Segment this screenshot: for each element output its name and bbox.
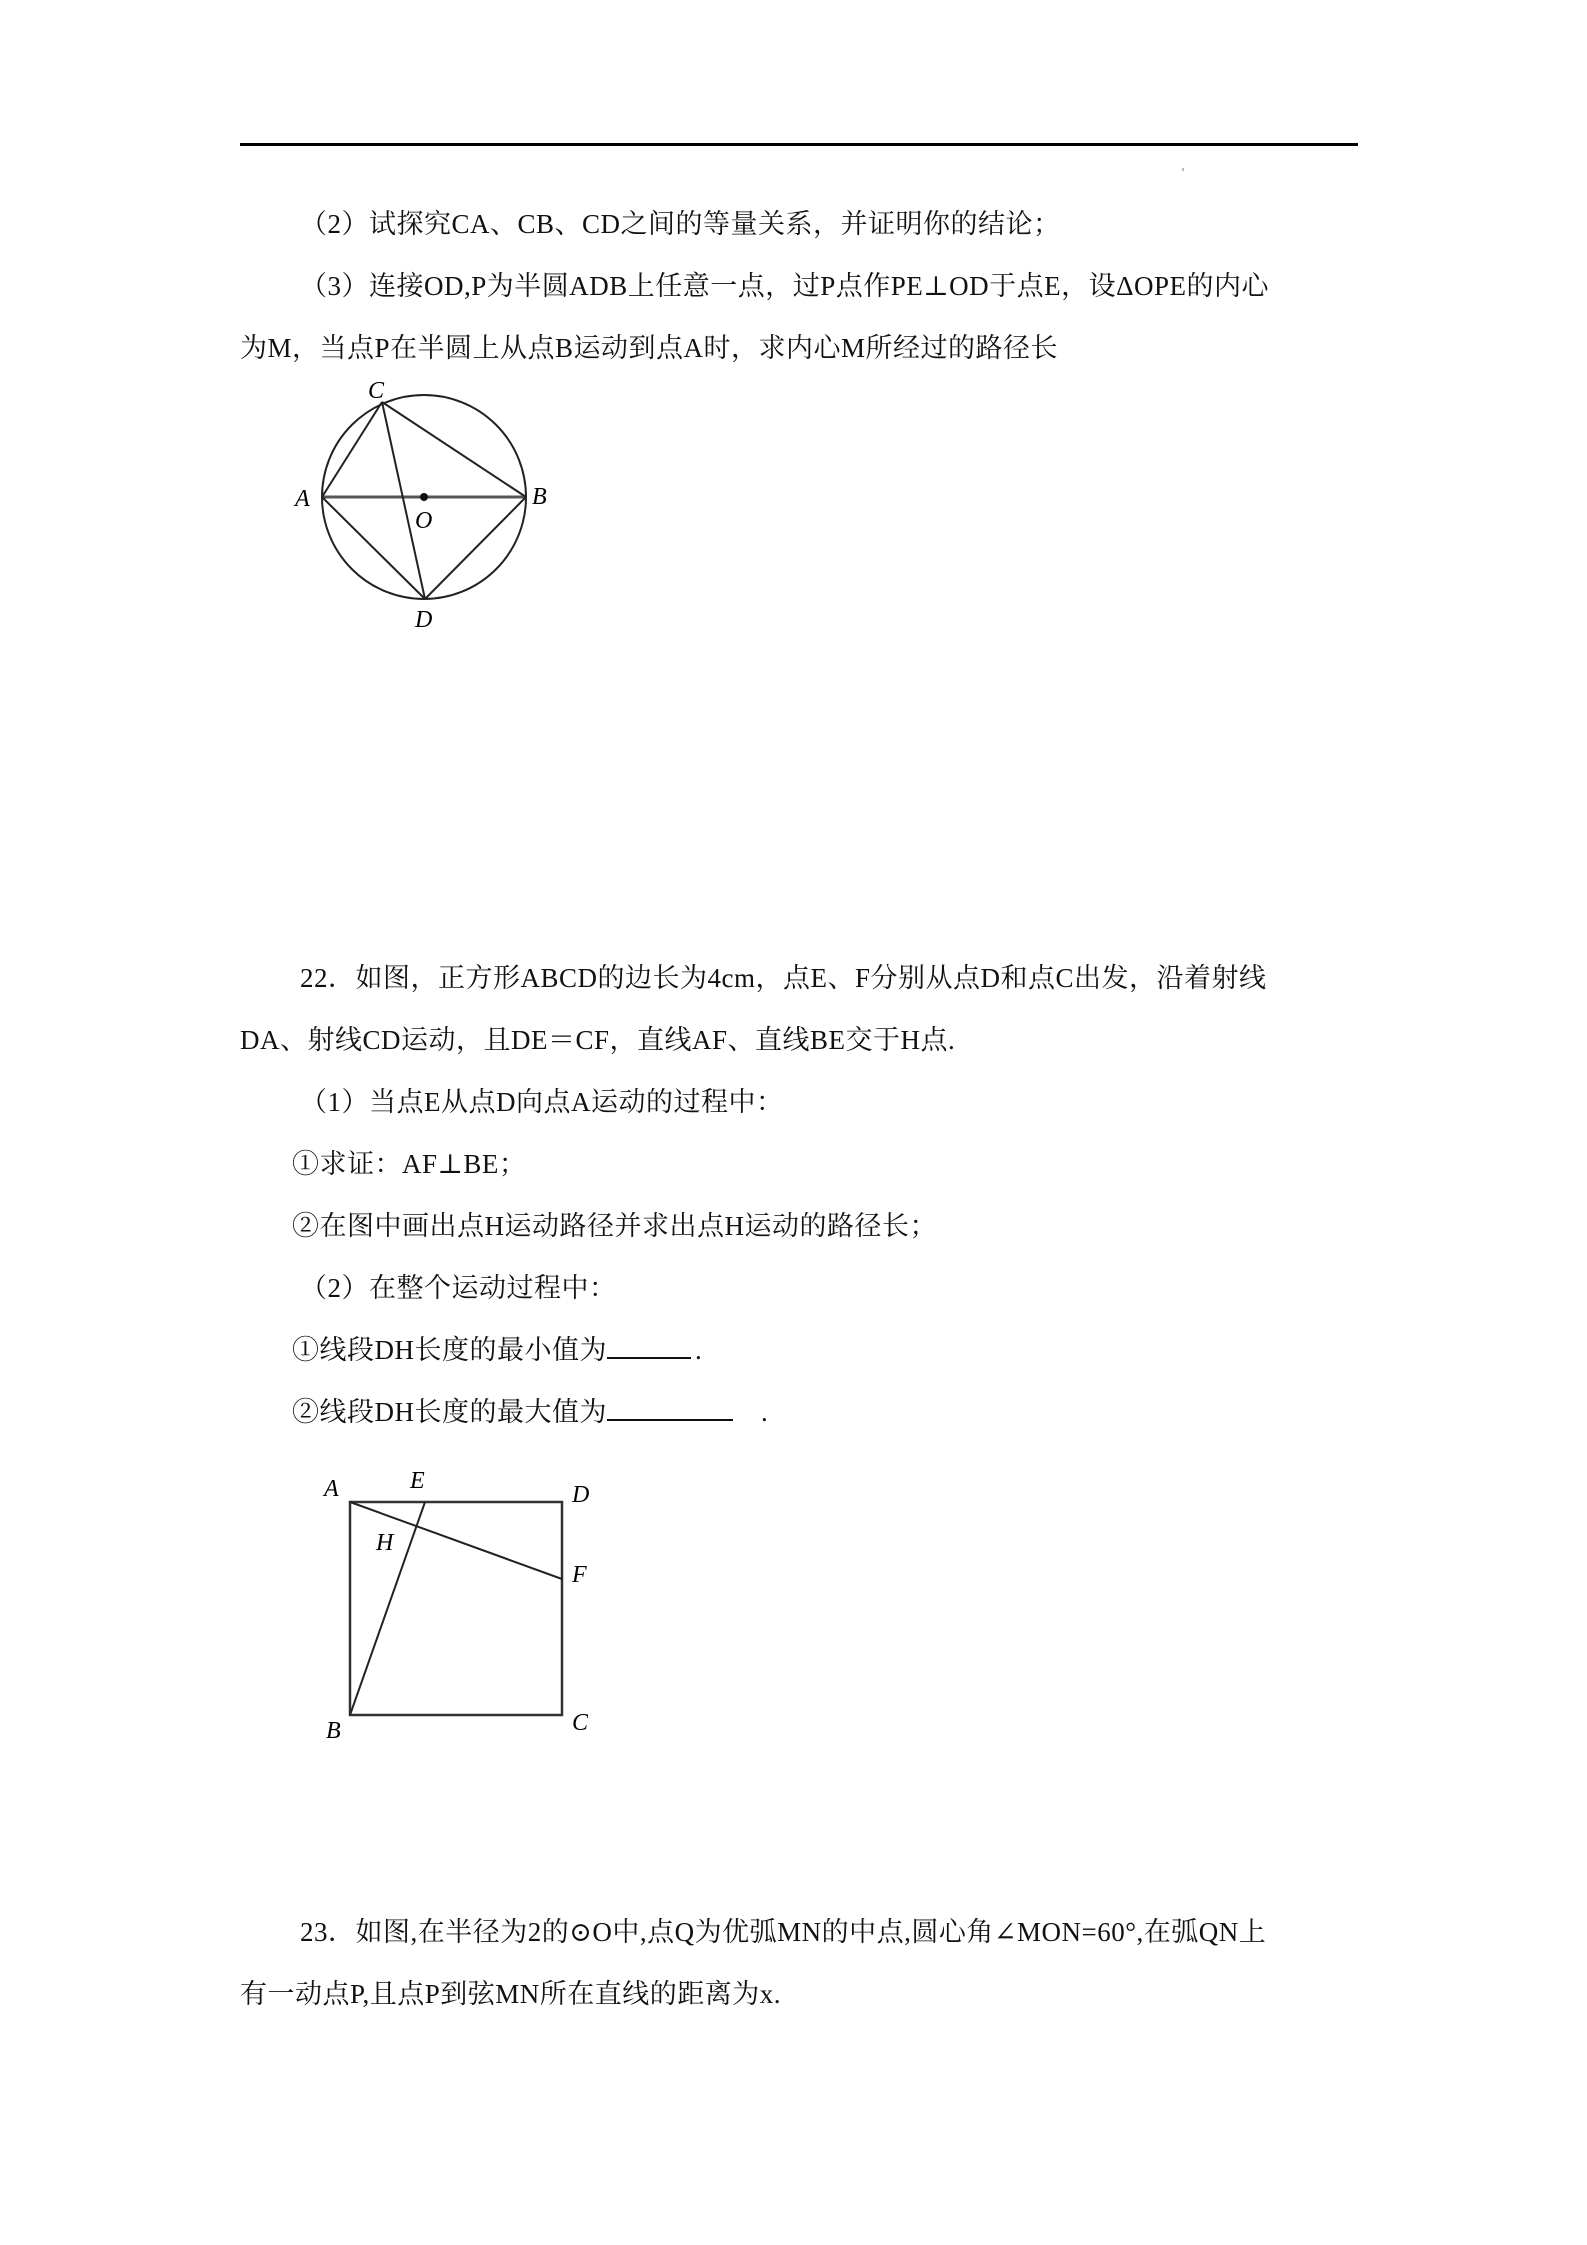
label-B: B — [532, 484, 547, 510]
q22-sub2: （2）在整个运动过程中： — [300, 1273, 617, 1303]
q22-sub2-a: ①线段DH长度的最小值为 — [292, 1335, 607, 1365]
q21-part2: （2）试探究CA、CB、CD之间的等量关系，并证明你的结论； — [300, 209, 1061, 239]
q22-line2: DA、射线CD运动，且DE＝CF，直线AF、直线BE交于H点. — [240, 1025, 956, 1055]
q21-part3-line2: 为M，当点P在半圆上从点B运动到点A时，求内心M所经过的路径长 — [240, 333, 1059, 363]
period: . — [761, 1397, 769, 1427]
label-H: H — [376, 1530, 394, 1556]
q22-sub1-b: ②在图中画出点H运动路径并求出点H运动的路径长； — [292, 1211, 937, 1241]
header-rule — [240, 143, 1358, 146]
label-O: O — [415, 508, 433, 534]
q22-sub2-a-row — [292, 1334, 702, 1366]
q22-square-figure — [310, 1460, 610, 1750]
q22-sub2-b-row — [292, 1396, 768, 1428]
decorative-speck — [1182, 168, 1184, 171]
label-D: D — [415, 607, 433, 633]
label-D: D — [572, 1482, 590, 1508]
q23-line1: 23．如图,在半径为2的⊙O中,点Q为优弧MN的中点,圆心角∠MON=60°,在弧QN上 — [300, 1917, 1267, 1947]
q22-sub2-b: ②线段DH长度的最大值为 — [292, 1397, 607, 1427]
label-F: F — [572, 1562, 587, 1588]
q22-sub1: （1）当点E从点D向点A运动的过程中： — [300, 1087, 784, 1117]
q22-line1: 22．如图，正方形ABCD的边长为4cm，点E、F分别从点D和点C出发，沿着射线 — [300, 963, 1267, 993]
label-E: E — [410, 1468, 425, 1494]
label-C: C — [572, 1710, 589, 1736]
label-B: B — [326, 1718, 341, 1744]
label-A: A — [324, 1476, 339, 1502]
q23-line2: 有一动点P,且点P到弦MN所在直线的距离为x. — [240, 1979, 782, 2009]
q21-circle-figure — [280, 370, 580, 640]
q22-sub1-a: ①求证：AF⊥BE； — [292, 1149, 527, 1179]
period: . — [695, 1335, 703, 1365]
label-A: A — [295, 486, 310, 512]
q21-part3-line1: （3）连接OD,P为半圆ADB上任意一点，过P点作PE⊥OD于点E，设ΔOPE的内心 — [300, 271, 1270, 301]
label-C: C — [368, 378, 385, 404]
answer-blank-max[interactable] — [607, 1397, 733, 1421]
answer-blank-min[interactable] — [607, 1335, 691, 1359]
